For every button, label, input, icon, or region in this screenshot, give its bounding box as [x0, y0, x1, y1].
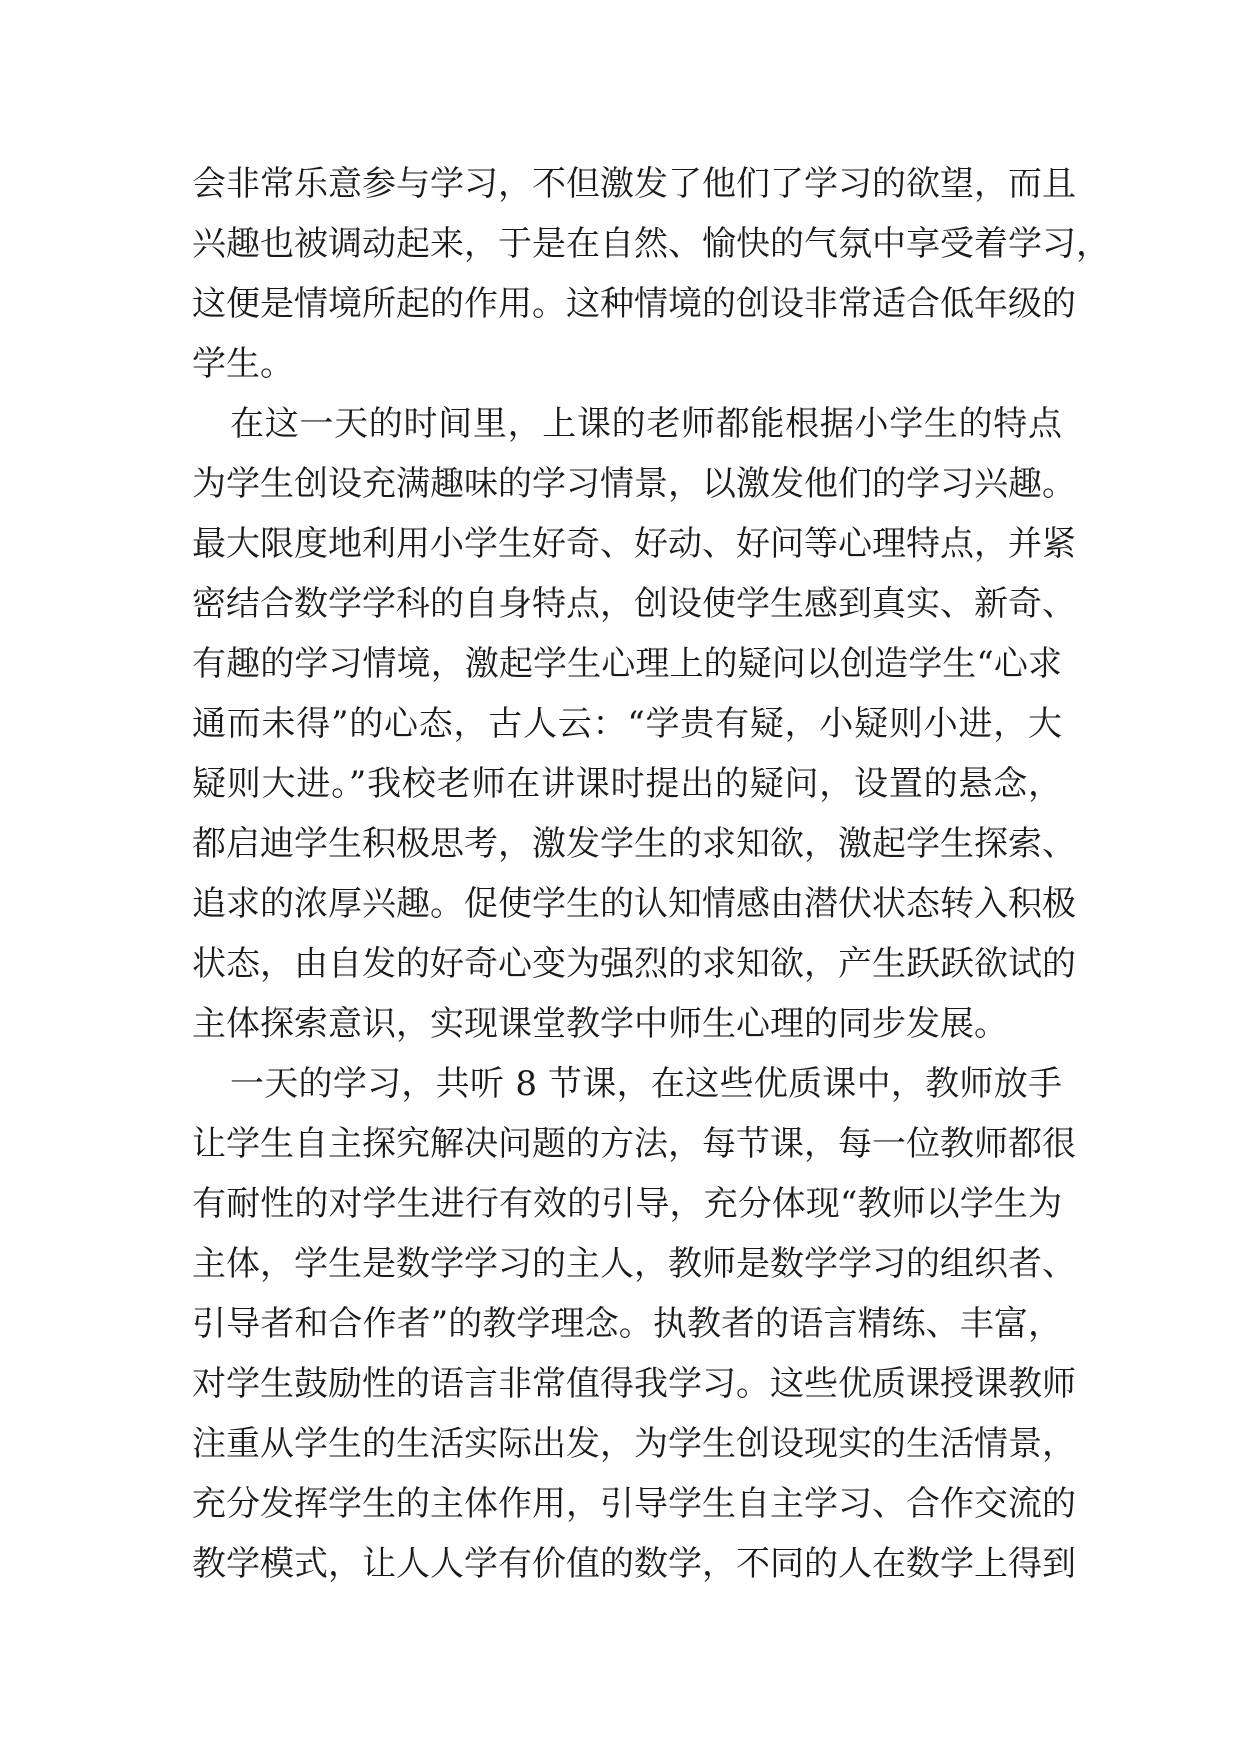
text-line: 有趣的学习情境，激起学生心理上的疑问以创造学生“心求	[192, 644, 1062, 684]
text-line: 教学模式，让人人学有价值的数学，不同的人在数学上得到	[192, 1544, 1076, 1584]
text-line: 疑则大进。”我校老师在讲课时提出的疑问，设置的悬念，	[192, 764, 1062, 804]
text-line: 都启迪学生积极思考，激发学生的求知欲，激起学生探索、	[192, 824, 1076, 864]
paragraph-first-line: 在这一天的时间里，上课的老师都能根据小学生的特点	[230, 404, 1062, 444]
text-line: 为学生创设充满趣味的学习情景，以激发他们的学习兴趣。	[192, 464, 1076, 504]
text-line: 充分发挥学生的主体作用，引导学生自主学习、合作交流的	[192, 1484, 1076, 1524]
text-line: 会非常乐意参与学习，不但激发了他们了学习的欲望，而且	[192, 164, 1076, 204]
text-line: 学生。	[192, 344, 294, 384]
text-line: 主体探索意识，实现课堂教学中师生心理的同步发展。	[192, 1004, 1008, 1044]
text-line: 通而未得”的心态，古人云：“学贵有疑，小疑则小进，大	[192, 704, 1062, 744]
text-line: 密结合数学学科的自身特点，创设使学生感到真实、新奇、	[192, 584, 1076, 624]
text-line: 注重从学生的生活实际出发，为学生创设现实的生活情景，	[192, 1424, 1076, 1464]
text-line: 主体，学生是数学学习的主人，教师是数学学习的组织者、	[192, 1244, 1076, 1284]
text-line: 这便是情境所起的作用。这种情境的创设非常适合低年级的	[192, 284, 1076, 324]
text-line: 有耐性的对学生进行有效的引导，充分体现“教师以学生为	[192, 1184, 1062, 1224]
paragraph-first-line: 一天的学习，共听 8 节课，在这些优质课中，教师放手	[230, 1064, 1062, 1104]
text-line: 追求的浓厚兴趣。促使学生的认知情感由潜伏状态转入积极	[192, 884, 1076, 924]
text-line: 最大限度地利用小学生好奇、好动、好问等心理特点，并紧	[192, 524, 1076, 564]
text-line: 兴趣也被调动起来，于是在自然、愉快的气氛中享受着学习，	[192, 224, 1110, 264]
text-line: 引导者和合作者”的教学理念。执教者的语言精练、丰富，	[192, 1304, 1062, 1344]
text-line: 让学生自主探究解决问题的方法，每节课，每一位教师都很	[192, 1124, 1076, 1164]
text-line: 对学生鼓励性的语言非常值得我学习。这些优质课授课教师	[192, 1364, 1076, 1404]
text-line: 状态，由自发的好奇心变为强烈的求知欲，产生跃跃欲试的	[192, 944, 1076, 984]
